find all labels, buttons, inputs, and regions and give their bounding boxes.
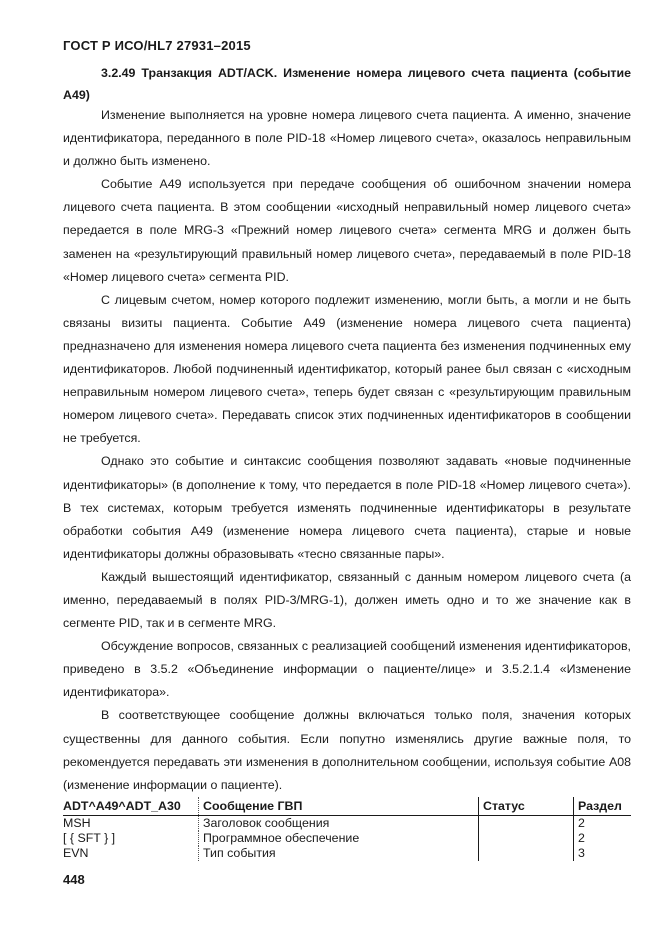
table-row [63, 846, 631, 861]
segment-section: 2 [574, 816, 632, 832]
segment-section: 2 [574, 831, 632, 846]
table-header-row [63, 797, 631, 816]
paragraph: Обсуждение вопросов, связанных с реализацией сообщений изменения идентификаторов, приведено в 3.5.2 «Объединение информации о пациенте/лице» и 3.5.2.1.4 «Изменение идентификатора». [63, 639, 631, 700]
segment-code: [ { SFT } ] [63, 831, 116, 845]
segment-status [479, 831, 574, 846]
segment-description: Заголовок сообщения [199, 816, 479, 832]
segment-table [63, 797, 631, 861]
column-header-message: ADT^A49^ADT_A30 [63, 797, 199, 816]
segment-code: MSH [63, 816, 91, 830]
segment-status [479, 846, 574, 861]
paragraph: Каждый вышестоящий идентификатор, связанный с данным номером лицевого счета (а именно, передаваемый в полях PID-3/MRG-1), должен иметь одно и то же значение как в сегменте PID, так и в сегменте MRG. [63, 569, 631, 631]
paragraph: Изменение выполняется на уровне номера лицевого счета пациента. А именно, значение идентификатора, переданного в поле PID-18 «Номер лицевого счета», оказалось неправильным и должно быть изменено. [63, 108, 631, 169]
segment-description: Программное обеспечение [199, 831, 479, 846]
page-number: 448 [63, 872, 85, 887]
paragraph: Событие А49 используется при передаче сообщения об ошибочном значении номера лицевого счета пациента. В этом сообщении «исходный неправильный номер лицевого счета» передается в поле MRG-3 «Прежний номер лицевого счета» сегмента MRG и должен быть заменен на «результирующий правильный номер лицевого счета», передаваемый в поле PID-18 «Номер лицевого счета» сегмента PID. [63, 177, 631, 284]
column-header-section: Раздел [574, 797, 632, 816]
segment-code: EVN [63, 846, 89, 860]
body-text [63, 104, 631, 797]
paragraph: Однако это событие и синтаксис сообщения позволяют задавать «новые подчиненные идентификаторы» (в дополнение к тому, что передается в поле PID-18 «Номер лицевого счета»). В тех системах, которым требуется изменять подчиненные идентификаторы в результате обработки события А49 (изменение номера лицевого счета пациента), старые и новые идентификаторы должны образовывать «тесно связанные пары». [63, 454, 631, 561]
table-row [63, 831, 631, 846]
segment-status [479, 816, 574, 832]
paragraph: В соответствующее сообщение должны включаться только поля, значения которых существенны для данного события. Если попутно изменялись другие важные поля, то рекомендуется передавать эти изменения в дополнительном сообщении, используя событие А08 (изменение информации о пациенте). [63, 708, 631, 792]
column-header-status: Статус [479, 797, 574, 816]
section-title: 3.2.49 Транзакция ADT/ACK. Изменение номера лицевого счета пациента (событие А49) [63, 66, 631, 102]
segment-description: Тип события [199, 846, 479, 861]
paragraph: С лицевым счетом, номер которого подлежит изменению, могли быть, а могли и не быть связаны визиты пациента. Событие А49 (изменение номера лицевого счета пациента) предназначено для изменения номера лицевого счета пациента без изменения подчиненных ему идентификаторов. Любой подчиненный идентификатор, который ранее был связан с «исходным неправильным номером лицевого счета», теперь будет связан с «результирующим правильным номером лицевого счета». Передавать список этих подчиненных идентификаторов в сообщении не требуется. [63, 292, 631, 446]
segment-section: 3 [574, 846, 632, 861]
standard-header: ГОСТ Р ИСО/HL7 27931–2015 [63, 38, 251, 53]
table-row [63, 816, 631, 832]
column-header-description: Сообщение ГВП [199, 797, 479, 816]
